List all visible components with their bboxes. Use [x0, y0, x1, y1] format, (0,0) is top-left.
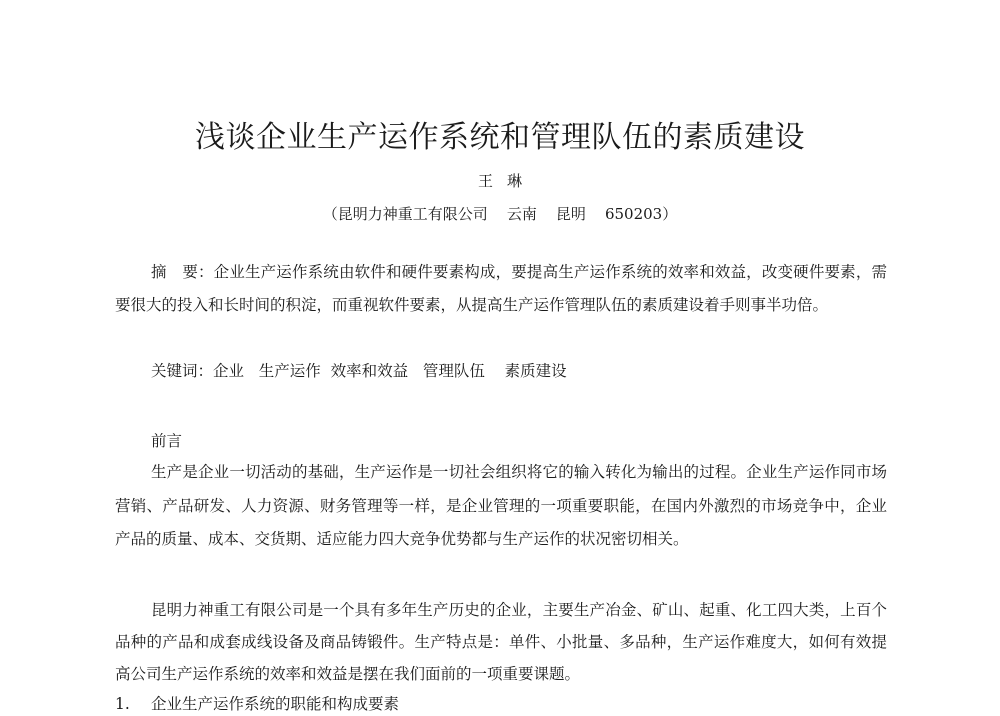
body-paragraph-1: 生产是企业一切活动的基础，生产运作是一切社会组织将它的输入转化为输出的过程。企业生产运作同市场营销、产品研发、人力资源、财务管理等一样，是企业管理的一项重要职能，在国内外激烈的市场竞争中，企业产品的质量、成本、交货期、适应能力四大竞争优势都与生产运作的状况密切相关。	[115, 463, 887, 548]
author-affiliation: （昆明力神重工有限公司 云南 昆明 650203）	[322, 205, 678, 223]
author-name: 王琳	[477, 172, 536, 190]
section-title: 企业生产运作系统的职能和构成要素	[151, 695, 400, 713]
keywords-line: 关键词：企业 生产运作 效率和效益 管理队伍 素质建设	[151, 362, 567, 380]
abstract-paragraph: 摘 要：企业生产运作系统由软件和硬件要素构成，要提高生产运作系统的效率和效益，改变硬件要素，需要很大的投入和长时间的积淀，而重视软件要素，从提高生产运作管理队伍的素质建设着手则事半功倍。	[115, 263, 887, 314]
section-number: 1.	[115, 695, 130, 713]
preface-heading: 前言	[151, 432, 183, 450]
section-heading-1	[115, 692, 399, 716]
document-title: 浅谈企业生产运作系统和管理队伍的素质建设	[195, 120, 805, 155]
body-paragraph-2: 昆明力神重工有限公司是一个具有多年生产历史的企业，主要生产冶金、矿山、起重、化工四大类，上百个品种的产品和成套成线设备及商品铸锻件。生产特点是：单件、小批量、多品种，生产运作难度大，如何有效提高公司生产运作系统的效率和效益是摆在我们面前的一项重要课题。	[115, 601, 887, 683]
